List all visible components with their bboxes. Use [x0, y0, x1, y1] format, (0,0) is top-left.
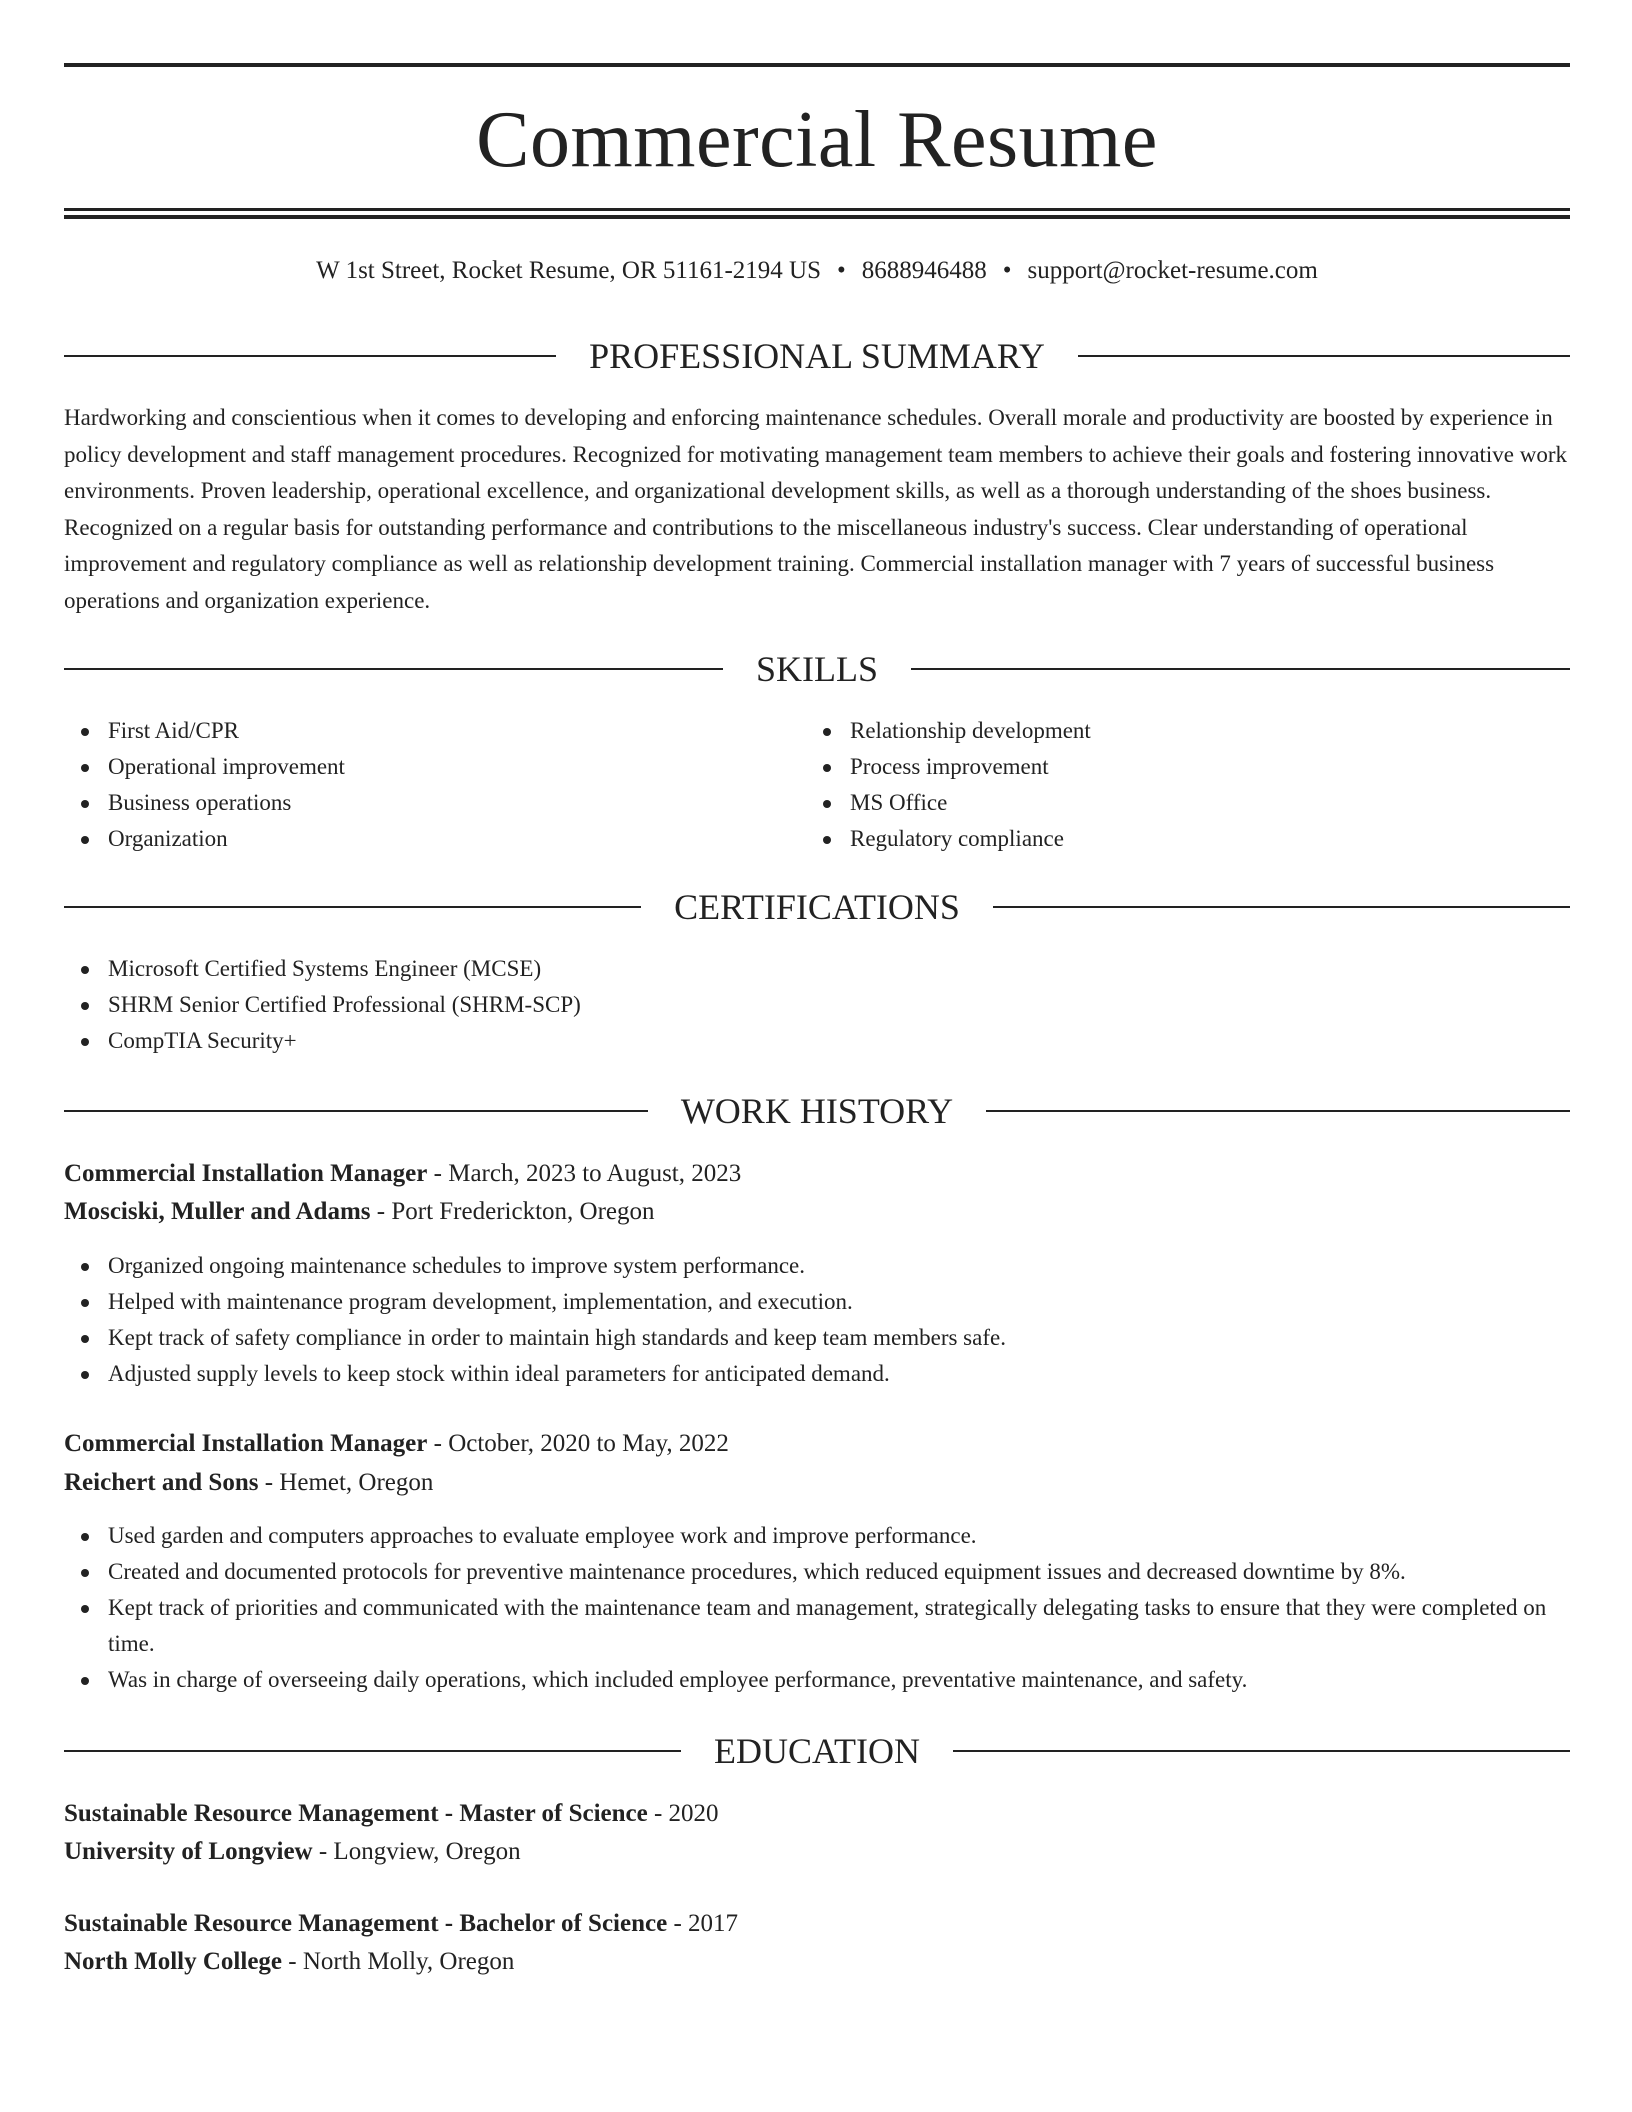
degree-year: - 2017: [667, 1910, 739, 1937]
contact-phone: 8688946488: [861, 257, 987, 284]
contact-separator: •: [837, 257, 846, 284]
certification-item: Microsoft Certified Systems Engineer (MCSE): [64, 951, 1464, 987]
job-bullets: [64, 1248, 1570, 1392]
section-title: PROFESSIONAL SUMMARY: [589, 336, 1045, 376]
section-header-certifications: [64, 885, 1570, 929]
header-rule-upper: [64, 208, 1570, 211]
job-bullets: [64, 1518, 1570, 1698]
section-header-summary: [64, 334, 1570, 378]
school-line: [64, 1833, 1570, 1871]
section-title: WORK HISTORY: [680, 1091, 954, 1131]
job-location: - Hemet, Oregon: [258, 1469, 434, 1496]
section-rule: [64, 906, 641, 908]
skill-item: Business operations: [64, 785, 764, 821]
skill-item: Operational improvement: [64, 749, 764, 785]
skill-item: First Aid/CPR: [64, 713, 764, 749]
degree-title: Sustainable Resource Management - Master of Science: [64, 1800, 648, 1827]
section-rule: [953, 1750, 1570, 1752]
job-company-line: [64, 1464, 1570, 1502]
school-line: [64, 1943, 1570, 1981]
degree-year: - 2020: [647, 1800, 719, 1827]
section-rule: [986, 1110, 1570, 1112]
degree-line: [64, 1905, 1570, 1943]
contact-separator: •: [1002, 257, 1012, 284]
job-title: Commercial Installation Manager: [64, 1160, 428, 1187]
school-location: - Longview, Oregon: [312, 1838, 521, 1865]
skill-item: Process improvement: [806, 749, 1506, 785]
skills-list-left: [64, 713, 764, 857]
section-title: CERTIFICATIONS: [674, 887, 960, 927]
resume-name: Commercial Resume: [476, 96, 1158, 184]
certifications-list: [64, 951, 1464, 1059]
job-title: Commercial Installation Manager: [64, 1430, 428, 1457]
degree-title: Sustainable Resource Management - Bachelor of Science: [64, 1910, 668, 1937]
job-bullet: Used garden and computers approaches to evaluate employee work and improve performance.: [64, 1518, 1570, 1554]
degree-line: [64, 1795, 1570, 1833]
section-rule: [64, 668, 723, 670]
section-rule: [911, 668, 1570, 670]
certification-item: SHRM Senior Certified Professional (SHRM-SCP): [64, 987, 1464, 1023]
contact-address: W 1st Street, Rocket Resume, OR 51161-2194 US: [316, 257, 821, 284]
skill-item: Relationship development: [806, 713, 1506, 749]
header-rule-lower: [64, 215, 1570, 219]
section-rule: [64, 1750, 681, 1752]
contact-line: [64, 253, 1570, 289]
top-rule: [64, 63, 1570, 67]
section-title: EDUCATION: [714, 1731, 920, 1771]
section-rule: [1078, 355, 1570, 357]
job-bullet: Created and documented protocols for preventive maintenance procedures, which reduced equipment issues and decreased downtime by 8%.: [64, 1554, 1570, 1590]
section-rule: [993, 906, 1570, 908]
section-header-education: [64, 1729, 1570, 1773]
section-header-skills: [64, 647, 1570, 691]
job-company-line: [64, 1193, 1570, 1231]
skill-item: Regulatory compliance: [806, 821, 1506, 857]
school-name: University of Longview: [64, 1838, 313, 1865]
job-bullet: Kept track of priorities and communicated with the maintenance team and management, strategically delegating tasks to ensure that they were completed on time.: [64, 1590, 1570, 1662]
skill-item: Organization: [64, 821, 764, 857]
job-company: Mosciski, Muller and Adams: [64, 1198, 371, 1225]
job-bullet: Was in charge of overseeing daily operations, which included employee performance, preventative maintenance, and safety.: [64, 1662, 1570, 1698]
skill-item: MS Office: [806, 785, 1506, 821]
section-rule: [64, 1110, 648, 1112]
skills-list-right: [806, 713, 1506, 857]
job-company: Reichert and Sons: [64, 1469, 259, 1496]
contact-email: support@rocket-resume.com: [1027, 257, 1318, 284]
summary-text: Hardworking and conscientious when it comes to developing and enforcing maintenance schedules. Overall morale and productivity are boosted by experience in policy development and staff management procedures. Recognized for motivating management team members to achieve their goals and fostering innovative work environments. Proven leadership, operational excellence, and organizational development skills, as well as a thorough understanding of the shoes business. Recognized on a regular basis for outstanding performance and contributions to the miscellaneous industry's success. Clear understanding of operational improvement and regulatory compliance as well as relationship development training. Commercial installation manager with 7 years of successful business operations and organization experience.: [64, 405, 1568, 613]
section-title: SKILLS: [756, 649, 879, 689]
school-location: - North Molly, Oregon: [282, 1948, 515, 1975]
job-bullet: Kept track of safety compliance in order to maintain high standards and keep team members safe.: [64, 1320, 1570, 1356]
job-bullet: Organized ongoing maintenance schedules to improve system performance.: [64, 1248, 1570, 1284]
section-header-work-history: [64, 1089, 1570, 1133]
section-rule: [64, 355, 556, 357]
job-title-line: [64, 1155, 1570, 1193]
job-location: - Port Frederickton, Oregon: [370, 1198, 655, 1225]
certification-item: CompTIA Security+: [64, 1023, 1464, 1059]
job-dates: - October, 2020 to May, 2022: [427, 1430, 729, 1457]
job-title-line: [64, 1425, 1570, 1463]
job-bullet: Helped with maintenance program development, implementation, and execution.: [64, 1284, 1570, 1320]
job-dates: - March, 2023 to August, 2023: [427, 1160, 742, 1187]
job-bullet: Adjusted supply levels to keep stock within ideal parameters for anticipated demand.: [64, 1356, 1570, 1392]
school-name: North Molly College: [64, 1948, 283, 1975]
